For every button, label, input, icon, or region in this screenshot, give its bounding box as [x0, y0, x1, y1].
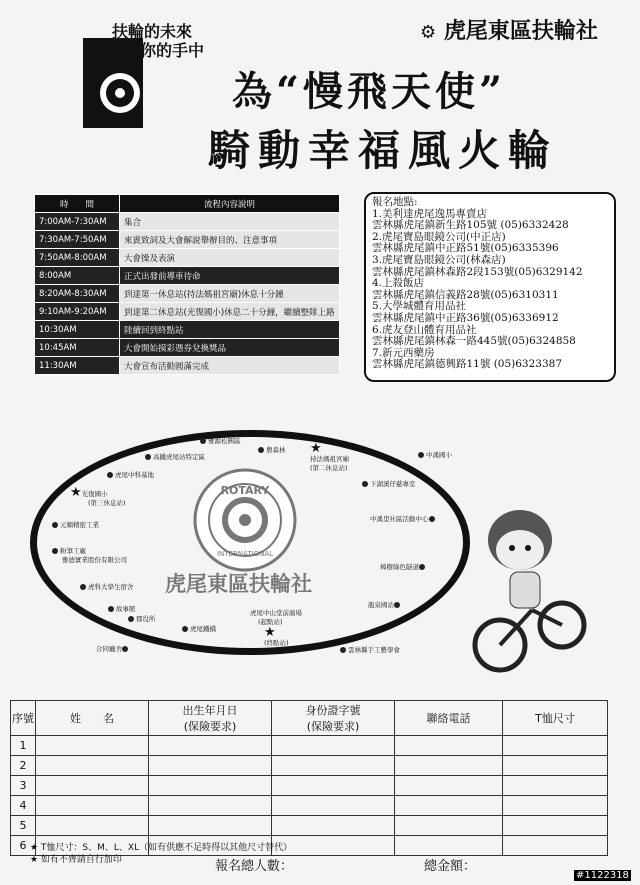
schedule-row: 10:45AM 大會開始摸彩憑券兌換獎品 — [35, 339, 340, 357]
event-title-line-1: 為“慢飛天使” — [232, 68, 507, 115]
map-dot — [258, 447, 264, 453]
map-place: 下湖溪仔慈專室 — [362, 479, 416, 488]
col-seq: 序號 — [11, 701, 36, 736]
note-tshirt: ★ T恤尺寸：S、M、L、XL（如有供應不足時得以其他尺寸替代） — [30, 843, 293, 853]
map-place: 故事館 — [108, 604, 136, 613]
signup-line: 雲林縣虎尾鎮中正路36號(05)6336912 — [372, 311, 559, 324]
schedule-table — [34, 194, 340, 375]
signup-line: 2.虎尾寶島眼鏡公司(中正店) — [372, 230, 506, 243]
map-place-rest-stop-2: ★ 持法媽祖宮廟 (第二休息站) — [310, 441, 349, 472]
schedule-row: 8:00AM 正式出發前導車待命 — [35, 267, 340, 285]
map-dot — [182, 626, 188, 632]
map-place: 中溪里社區活動中心 — [370, 514, 437, 523]
club-name-header: ⚙ 虎尾東區扶輪社 — [420, 19, 598, 44]
signup-line: 雲林縣虎尾鎮德興路11號 (05)6323387 — [372, 358, 563, 371]
map-place-start: 虎尾中山堂前廣場 (起點站) — [250, 609, 302, 626]
map-place: 龍泉國站 — [368, 600, 402, 609]
signup-locations-box — [364, 192, 616, 382]
table-row: 1 — [11, 736, 608, 756]
map-dot — [145, 454, 151, 460]
map-place: 虎尾鐵橋 — [182, 624, 216, 633]
schedule-row: 11:30AM 大會宣布活動圓滿完成 — [35, 357, 340, 375]
signup-line: 雲林縣虎尾鎮信義路28號(05)6310311 — [372, 288, 559, 301]
table-row: 5 — [11, 816, 608, 836]
schedule-header-desc: 流程內容說明 — [120, 195, 340, 213]
slogan-line-1: 扶輪的未來 — [112, 22, 193, 41]
map-dot — [362, 481, 368, 487]
total-count-label: 報名總人數： — [215, 859, 294, 874]
note-print: ★ 如有不齊請自行加印 — [30, 855, 122, 865]
signup-line: 雲林縣虎尾鎮新生路105號 (05)6332428 — [372, 219, 569, 232]
col-tshirt: T恤尺寸 — [503, 701, 608, 736]
registration-table — [10, 700, 608, 856]
table-row: 2 — [11, 756, 608, 776]
map-place: 高鐵虎尾站特定區 — [145, 452, 205, 461]
signup-line: 雲林縣虎尾鎮林森一路445號(05)6324858 — [372, 335, 576, 348]
star-icon: ★ — [70, 485, 82, 500]
map-place-finish: ★ (終點站) — [264, 625, 289, 647]
schedule-header-time: 時 間 — [35, 195, 120, 213]
map-place: 中溪國小 — [418, 450, 452, 459]
signup-line: 1.美利達虎尾逸馬專賣店 — [372, 207, 488, 220]
map-dot — [394, 602, 400, 608]
schedule-row: 7:30AM-7:50AM 來賓致詞及大會解說舉辦目的、注意事項 — [35, 231, 340, 249]
rotary-label-top: ROTARY — [220, 484, 270, 497]
map-dot — [418, 452, 424, 458]
map-place: 農森林 — [258, 445, 286, 454]
col-name: 姓 名 — [36, 701, 149, 736]
col-id: 身份證字號 (保險要求) — [272, 701, 395, 736]
signup-line: 7.新元西藥房 — [372, 346, 435, 359]
total-amount-label: 總金額： — [424, 859, 477, 874]
schedule-row: 7:50AM-8:00AM 大會操及表演 — [35, 249, 340, 267]
rotary-emblem-icon: ⚙ — [420, 22, 437, 43]
map-place: 虎科大學生宿舍 — [80, 582, 134, 591]
schedule-row: 8:20AM-8:30AM 到達第一休息站(持法媽祖宮廟)休息十分鐘 — [35, 285, 340, 303]
rotary-label-bottom: INTERNATIONAL — [216, 550, 274, 558]
map-place: 樟樹綠色隧道 — [380, 562, 427, 571]
map-place: 合同廳舍 — [96, 644, 130, 653]
map-dot — [340, 647, 346, 653]
col-phone: 聯絡電話 — [395, 701, 503, 736]
star-icon: ★ — [264, 625, 276, 640]
signup-line: 雲林縣虎尾鎮林森路2段153號(05)6329142 — [372, 265, 583, 278]
signup-line: 6.虎友登山體育用品社 — [372, 323, 477, 336]
map-dot — [52, 522, 58, 528]
event-title-line-2: 騎動幸福風火輪 — [208, 126, 559, 175]
signup-line: 雲林縣虎尾鎮中正路51號(05)6335396 — [372, 242, 559, 255]
document-code: #1122318 — [576, 870, 629, 881]
map-dot — [200, 438, 206, 444]
signup-line: 5.大學城體育用品社 — [372, 300, 467, 313]
rotary-international-emblem — [193, 468, 297, 572]
map-place: 郡役所 — [128, 614, 156, 623]
map-dot — [419, 564, 425, 570]
table-row: 4 — [11, 796, 608, 816]
signup-heading: 報名地點: — [372, 196, 418, 208]
map-place-rest-stop-3: ★光復國小 (第三休息站) — [70, 485, 126, 507]
cyclist-mascot-illustration — [470, 500, 590, 680]
slogan-line-2: 在你的手中 — [124, 41, 205, 60]
signup-line: 4.上殺飯店 — [372, 277, 425, 290]
schedule-row: 9:10AM-9:20AM 到達第二休息站(光復國小)休息二十分鐘，繼續整隊上路 — [35, 303, 340, 321]
map-place: 元順精密工業 — [52, 520, 99, 529]
slogan — [112, 22, 204, 60]
star-icon: ★ — [310, 441, 322, 456]
signup-line: 3.虎尾寶島眼鏡公司(林森店) — [372, 253, 506, 266]
schedule-row: 7:00AM-7:30AM 集合 — [35, 213, 340, 231]
map-dot — [429, 516, 435, 522]
map-place: 雅源松圓區 — [200, 436, 241, 445]
map-dot — [122, 646, 128, 652]
map-place: 粉筆工廠 雅德實業股份有限公司 — [52, 546, 127, 564]
map-club-name: 虎尾東區扶輪社 — [165, 572, 312, 596]
table-row: 3 — [11, 776, 608, 796]
map-dot — [107, 472, 113, 478]
map-place: 雲林縣手工藝學會 — [340, 645, 400, 654]
table-row: 6 — [11, 836, 608, 856]
schedule-row: 10:30AM 陸續回到終點站 — [35, 321, 340, 339]
map-place: 虎尾中科基地 — [107, 470, 154, 479]
map-dot — [52, 548, 58, 554]
map-dot — [80, 584, 86, 590]
map-dot — [128, 616, 134, 622]
map-dot — [108, 606, 114, 612]
col-birth: 出生年月日 (保險要求) — [149, 701, 272, 736]
